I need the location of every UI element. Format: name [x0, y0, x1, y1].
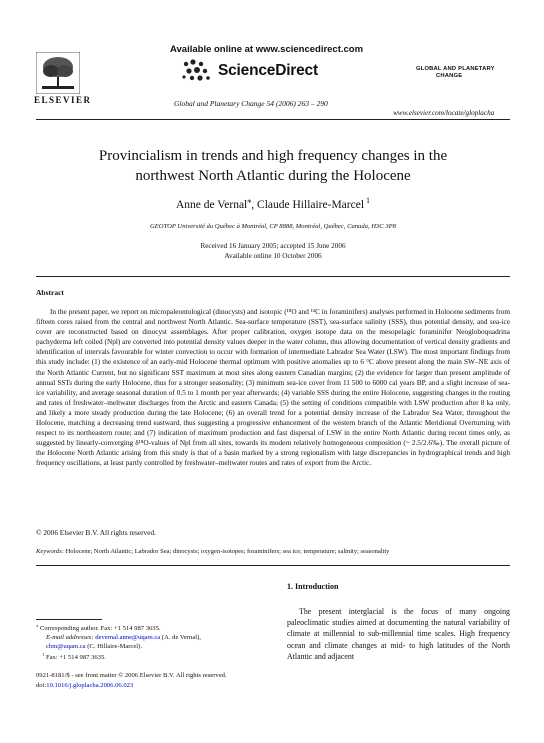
journal-logo-line2: CHANGE [436, 73, 463, 79]
corresponding-mark: ⁎ [247, 196, 252, 206]
doi-link[interactable]: 10.1016/j.gloplacha.2006.06.023 [46, 682, 134, 689]
author-2[interactable]: Claude Hillaire-Marcel [257, 199, 365, 211]
keywords [36, 548, 510, 555]
footnote-corresponding-text: Corresponding author. Fax: +1 514 987 3635. [38, 625, 161, 632]
front-matter [36, 671, 227, 691]
platform-name: ScienceDirect [218, 62, 318, 79]
section-heading-introduction: 1. Introduction [287, 582, 339, 591]
author-separator: , [251, 199, 258, 211]
title-line-1: Provincialism in trends and high frequency changes in the [98, 148, 448, 164]
received-date: Received 16 January 2005; accepted 15 June 2006 [200, 242, 346, 250]
sciencedirect-logo-icon [180, 58, 214, 84]
author-1[interactable]: Anne de Vernal [175, 199, 248, 211]
article-title [40, 147, 506, 186]
footnote-divider [36, 619, 102, 620]
elsevier-tree-logo [36, 52, 80, 94]
introduction-paragraph: The present interglacial is the focus of many ongoing paleoclimatic studies aimed at documenting the natural variability of climate at millennial to sub-millennial time scales. High frequency ocean and climate changes at mid- to high latitudes of the North Atlantic and adjacent [287, 607, 510, 661]
affiliation: GEOTOP Université du Québec à Montréal, CP 8888, Montréal, Québec, Canada, H3C 3P8 [150, 223, 396, 230]
footnote-emails [36, 633, 272, 652]
email-owner-2: (C. Hillaire-Marcel). [85, 643, 142, 651]
email-owner-1: (A. de Vernal), [160, 634, 201, 641]
journal-reference: Global and Planetary Change 54 (2006) 263 – 290 [174, 99, 328, 108]
availability-line[interactable]: Available online at www.sciencedirect.com [170, 44, 364, 55]
online-date: Available online 10 October 2006 [224, 252, 322, 260]
footnote-fax-mark: 1 [42, 651, 45, 657]
author-list [40, 196, 506, 211]
header-divider [36, 119, 510, 120]
footnote-fax-text: Fax: +1 514 987 3635. [44, 654, 106, 661]
email-link-2[interactable]: chm@uqam.ca [46, 643, 86, 651]
footnote-corresponding-mark: ⁎ [36, 622, 39, 628]
abstract-heading: Abstract [36, 288, 64, 297]
issn-line: 0921-8181/$ - see front matter © 2006 Elsevier B.V. All rights reserved. [36, 672, 227, 679]
publisher-name: ELSEVIER [34, 95, 92, 105]
title-line-2: northwest North Atlantic during the Holocene [135, 167, 411, 184]
email-label: E-mail addresses: [46, 634, 94, 641]
keywords-list: Holocene; North Atlantic; Labrador Sea; dinocysts; oxygen-isotopes; foraminifers; sea ice; temperature; salinity; seasonality [63, 548, 390, 555]
footnote-fax [36, 653, 278, 662]
footnote-corresponding [36, 624, 272, 633]
abstract-divider-top [36, 276, 510, 277]
abstract-divider-bottom [36, 565, 510, 566]
doi-line [36, 681, 227, 691]
journal-logo [416, 66, 506, 80]
keywords-label: Keywords: [36, 548, 64, 555]
doi-label: doi: [36, 682, 47, 689]
footnote-mark: 1 [364, 196, 371, 206]
article-dates [40, 241, 506, 261]
copyright-line: © 2006 Elsevier B.V. All rights reserved. [36, 528, 156, 537]
journal-logo-line1: GLOBAL AND PLANETARY [416, 66, 495, 72]
abstract-text: In the present paper, we report on micropaleontological (dinocysts) and isotopic (¹⁸O and ¹³C in foraminifers) analyses performed in Holocene sediments from fifteen cores raised from the central and northwest North Atlantic. Sea-surface temperature (SST), sea-surface salinity (SSS), thus potential density, and sea-ice cover are reconstructed based on dinocyst assemblages. After proper calibration, oxygen isotope data on the mesopelagic foraminifer Neogloboquadrina pachyderma left coiled (Npl) are converted into potential density values deeper in the water column, thus allowing documentation of vertical density gradients and identification of intervals favourable for winter convection to occur with formation of intermediate Labrador Sea Water (LSW). The most important findings from this study include: (1) the existence of an early-mid Holocene thermal optimum with positive anomalies up to 6 °C above present along the main SW–NE axis of the North Atlantic Current, but no significant SST maximum at most sites along eastern Canadian margins; (2) the evidence for larger than present amplitude of annual SSTs during the early Holocene, thus for a stronger seasonality; (3) minimum sea-ice cover from 11 500 to 6000 cal years BP, and a slight increase of sea-ice variability, and average seasonal duration of 0.5 to 1 month per year afterwards; (4) variable SSS during the entire Holocene, suggesting changes in the routing and rates of freshwater–meltwater discharges from the Arctic and eastern Canada; (5) the setting of conditions compatible with LSW production after 8 ka only, and likely a more steady production during the late Holocene; (6) an overall trend for a potential density increase of the Labrador Sea Water, throughout the Holocene, matching a decreasing trend eastward, thus suggesting a progressive enhancement of the western branch of the Atlantic Meridional Overturning with respect to its northeastern route; and (7) indication of maximum production and fast dispersal of LSW in the entire North Atlantic during recent times only, as suggested by linearly-converging δ¹⁸O-values of Npl from all sites, towards its modern relatively homogeneous composition (~ 2.5/2.6‰). The overall picture of the Holocene North Atlantic arising from this study is that of a basin marked by a strong regionalism with large discrepancies in hydrographical trends and high frequency oscillations, at least partly controlled by freshwater–meltwater routes and rates of export from the Arctic. [36, 308, 510, 468]
email-link-1[interactable]: devernal.anne@uqam.ca [95, 634, 161, 641]
journal-url[interactable]: www.elsevier.com/locate/gloplacha [393, 109, 495, 117]
